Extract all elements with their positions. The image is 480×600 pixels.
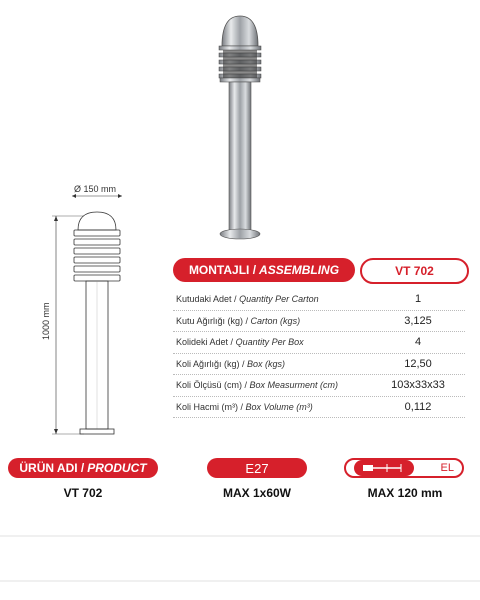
spec-row bbox=[173, 332, 465, 354]
cable-value: MAX 120 mm bbox=[367, 486, 443, 500]
product-label-en: PRODUCT bbox=[87, 461, 147, 475]
spec-label: Koli Hacmi (m³) / Box Volume (m³) bbox=[176, 401, 313, 412]
spec-row bbox=[173, 397, 465, 419]
diameter-label: Ø 150 mm bbox=[74, 184, 117, 194]
cable-icon bbox=[354, 460, 414, 476]
spec-row bbox=[173, 354, 465, 376]
spec-label: Koli Ağırlığı (kg) / Box (kgs) bbox=[176, 358, 286, 369]
cable-code: EL bbox=[440, 462, 454, 474]
dimension-drawing bbox=[40, 180, 150, 440]
product-photo bbox=[200, 8, 280, 243]
spec-value: 3,125 bbox=[404, 314, 432, 327]
spec-label: Kutudaki Adet / Quantity Per Carton bbox=[176, 294, 319, 305]
spec-value: 1 bbox=[414, 293, 422, 306]
spec-value: 12,50 bbox=[404, 357, 432, 370]
spec-table bbox=[173, 289, 465, 418]
product-name-badge bbox=[8, 458, 158, 478]
spec-row bbox=[173, 311, 465, 333]
divider bbox=[0, 535, 480, 537]
socket-badge: E27 bbox=[207, 458, 307, 478]
product-label: ÜRÜN ADI / bbox=[19, 461, 85, 475]
product-name-value: VT 702 bbox=[63, 486, 103, 500]
spec-row bbox=[173, 375, 465, 397]
spec-label: Kolideki Adet / Quantity Per Box bbox=[176, 337, 304, 348]
divider bbox=[0, 580, 480, 582]
assembling-label: MONTAJLI / bbox=[188, 263, 257, 277]
spec-value: 0,112 bbox=[404, 400, 432, 413]
height-label: 1000 mm bbox=[41, 302, 51, 340]
spec-label: Koli Ölçüsü (cm) / Box Measurment (cm) bbox=[176, 380, 339, 391]
cable-badge bbox=[344, 458, 464, 478]
spec-value: 103x33x33 bbox=[391, 379, 445, 392]
assembling-label-en: ASSEMBLING bbox=[259, 263, 340, 277]
spec-label: Kutu Ağırlığı (kg) / Carton (kgs) bbox=[176, 315, 301, 326]
spec-value: 4 bbox=[414, 336, 422, 349]
socket-value: MAX 1x60W bbox=[222, 486, 292, 500]
model-badge: VT 702 bbox=[360, 258, 469, 284]
assembling-badge bbox=[173, 258, 355, 282]
spec-row bbox=[173, 289, 465, 311]
